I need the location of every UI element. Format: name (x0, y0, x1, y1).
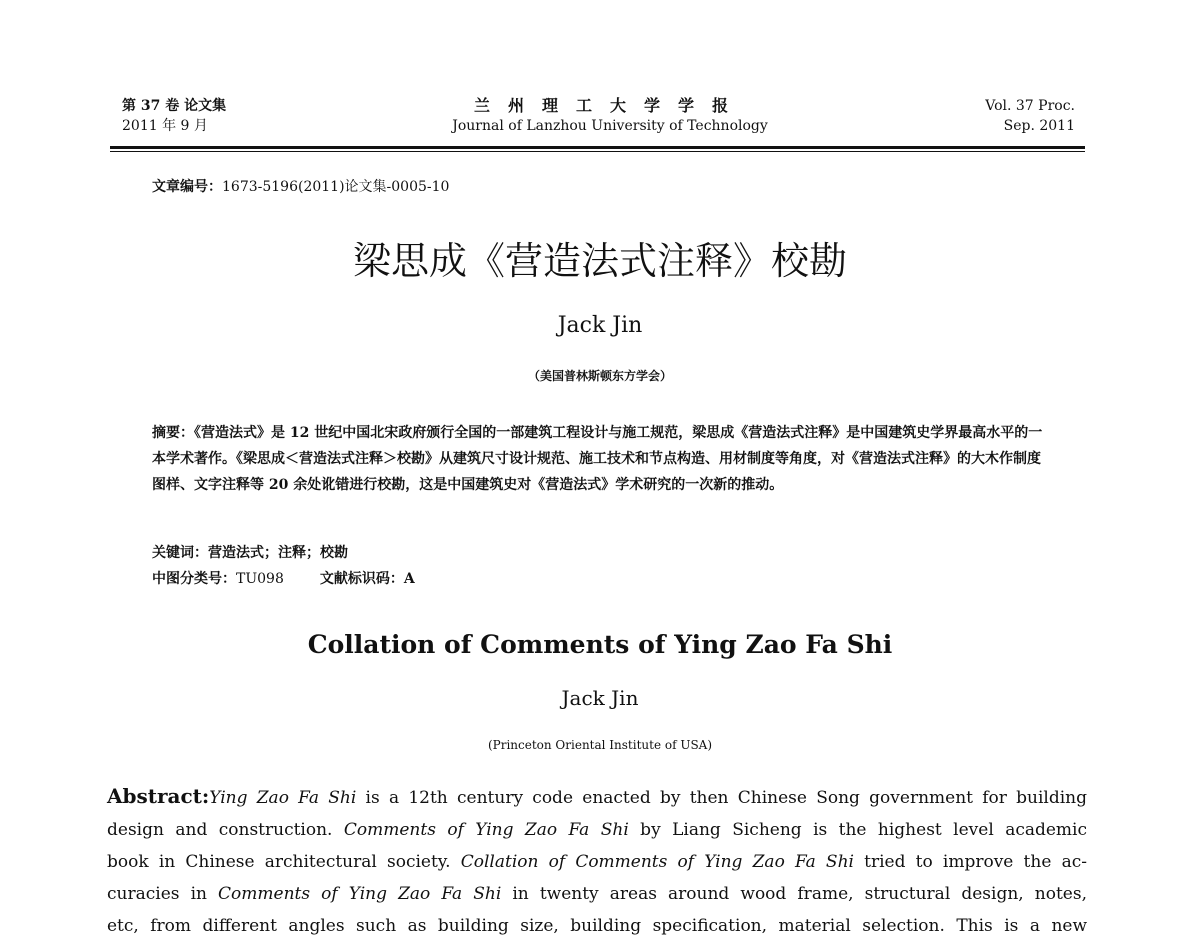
english-abstract (107, 780, 1087, 942)
chinese-title: 梁思成《营造法式注释》校勘 (352, 239, 847, 283)
journal-name-cn: 兰州理工大学学报 (473, 96, 746, 115)
abstract-text: is a 12th century code enacted by then Chinese Song government for building (356, 788, 1088, 808)
english-title: Collation of Comments of Ying Zao Fa Shi (307, 630, 893, 659)
abstract-text: etc, from different angles such as building size, building specification, material selection. This is a new (107, 916, 1087, 936)
italic-title: Ying Zao Fa Shi (209, 788, 357, 808)
chinese-affiliation: （美国普林斯顿东方学会） (527, 369, 672, 383)
clc-label: 中图分类号： (152, 571, 236, 587)
clc-value: TU098 (236, 571, 284, 587)
header-month: Sep. 2011 (1003, 118, 1075, 134)
english-author: Jack Jin (561, 686, 639, 710)
english-abstract-label: Abstract: (107, 784, 210, 808)
header-rule-thick (110, 146, 1085, 149)
header-vol-en (985, 96, 1075, 136)
keywords-label: 关键词： (152, 545, 208, 561)
abstract-text: design and construction. (107, 820, 344, 840)
chinese-abstract (152, 420, 1052, 498)
doc-code-label: 文献标识码： (319, 571, 404, 587)
article-number (152, 176, 449, 196)
english-abstract-line (107, 846, 1087, 878)
italic-title: Comments of Ying Zao Fa Shi (218, 884, 502, 904)
classification (152, 568, 415, 588)
header-journal (420, 96, 800, 136)
article-number-value: 1673-5196(2011)论文集-0005-10 (222, 179, 450, 195)
english-abstract-line (107, 878, 1087, 910)
italic-title: Collation of Comments of Ying Zao Fa Shi (460, 852, 854, 872)
journal-name-en: Journal of Lanzhou University of Technology (452, 118, 768, 134)
english-abstract-line (107, 814, 1087, 846)
header-volume: 第 37 卷 论文集 (122, 98, 227, 114)
italic-title: Comments of Ying Zao Fa Shi (343, 820, 629, 840)
abstract-text: in twenty areas around wood frame, structural design, notes, (501, 884, 1087, 904)
header-volume-info (122, 96, 226, 136)
header-vol-proc: Vol. 37 Proc. (985, 98, 1075, 114)
english-affiliation: (Princeton Oriental Institute of USA) (487, 738, 713, 752)
chinese-author: Jack Jin (557, 313, 643, 338)
abstract-text: by Liang Sicheng is the highest level academic (628, 820, 1088, 840)
keywords (152, 542, 348, 562)
abstract-text: tried to improve the ac- (853, 852, 1087, 872)
doc-code-value: A (403, 571, 415, 587)
abstract-text: curacies in (107, 884, 219, 904)
keywords-text: 营造法式；注释；校勘 (208, 545, 348, 561)
header-rule-thin (110, 151, 1085, 152)
chinese-abstract-label: 摘要： (152, 425, 194, 441)
english-abstract-line (107, 780, 1087, 814)
chinese-abstract-text: 《营造法式》是 12 世纪中国北宋政府颁行全国的一部建筑工程设计与施工规范，梁思成《营造法式注释》是中国建筑史学界最高水平的一本学术著作。《梁思成＜营造法式注释＞校勘》从建筑尺寸设计规范、施工技术和节点构造、用材制度等角度，对《营造法式注释》的大木作制度图样、文字注释等 20 余处讹错进行校勘，这是中国建筑史对《营造法式》学术研究的一次新的推动。 (152, 425, 1043, 493)
abstract-text: book in Chinese architectural society. (107, 852, 461, 872)
english-abstract-line (107, 910, 1087, 942)
article-number-label: 文章编号： (152, 179, 222, 195)
header-date: 2011 年 9 月 (122, 118, 208, 134)
